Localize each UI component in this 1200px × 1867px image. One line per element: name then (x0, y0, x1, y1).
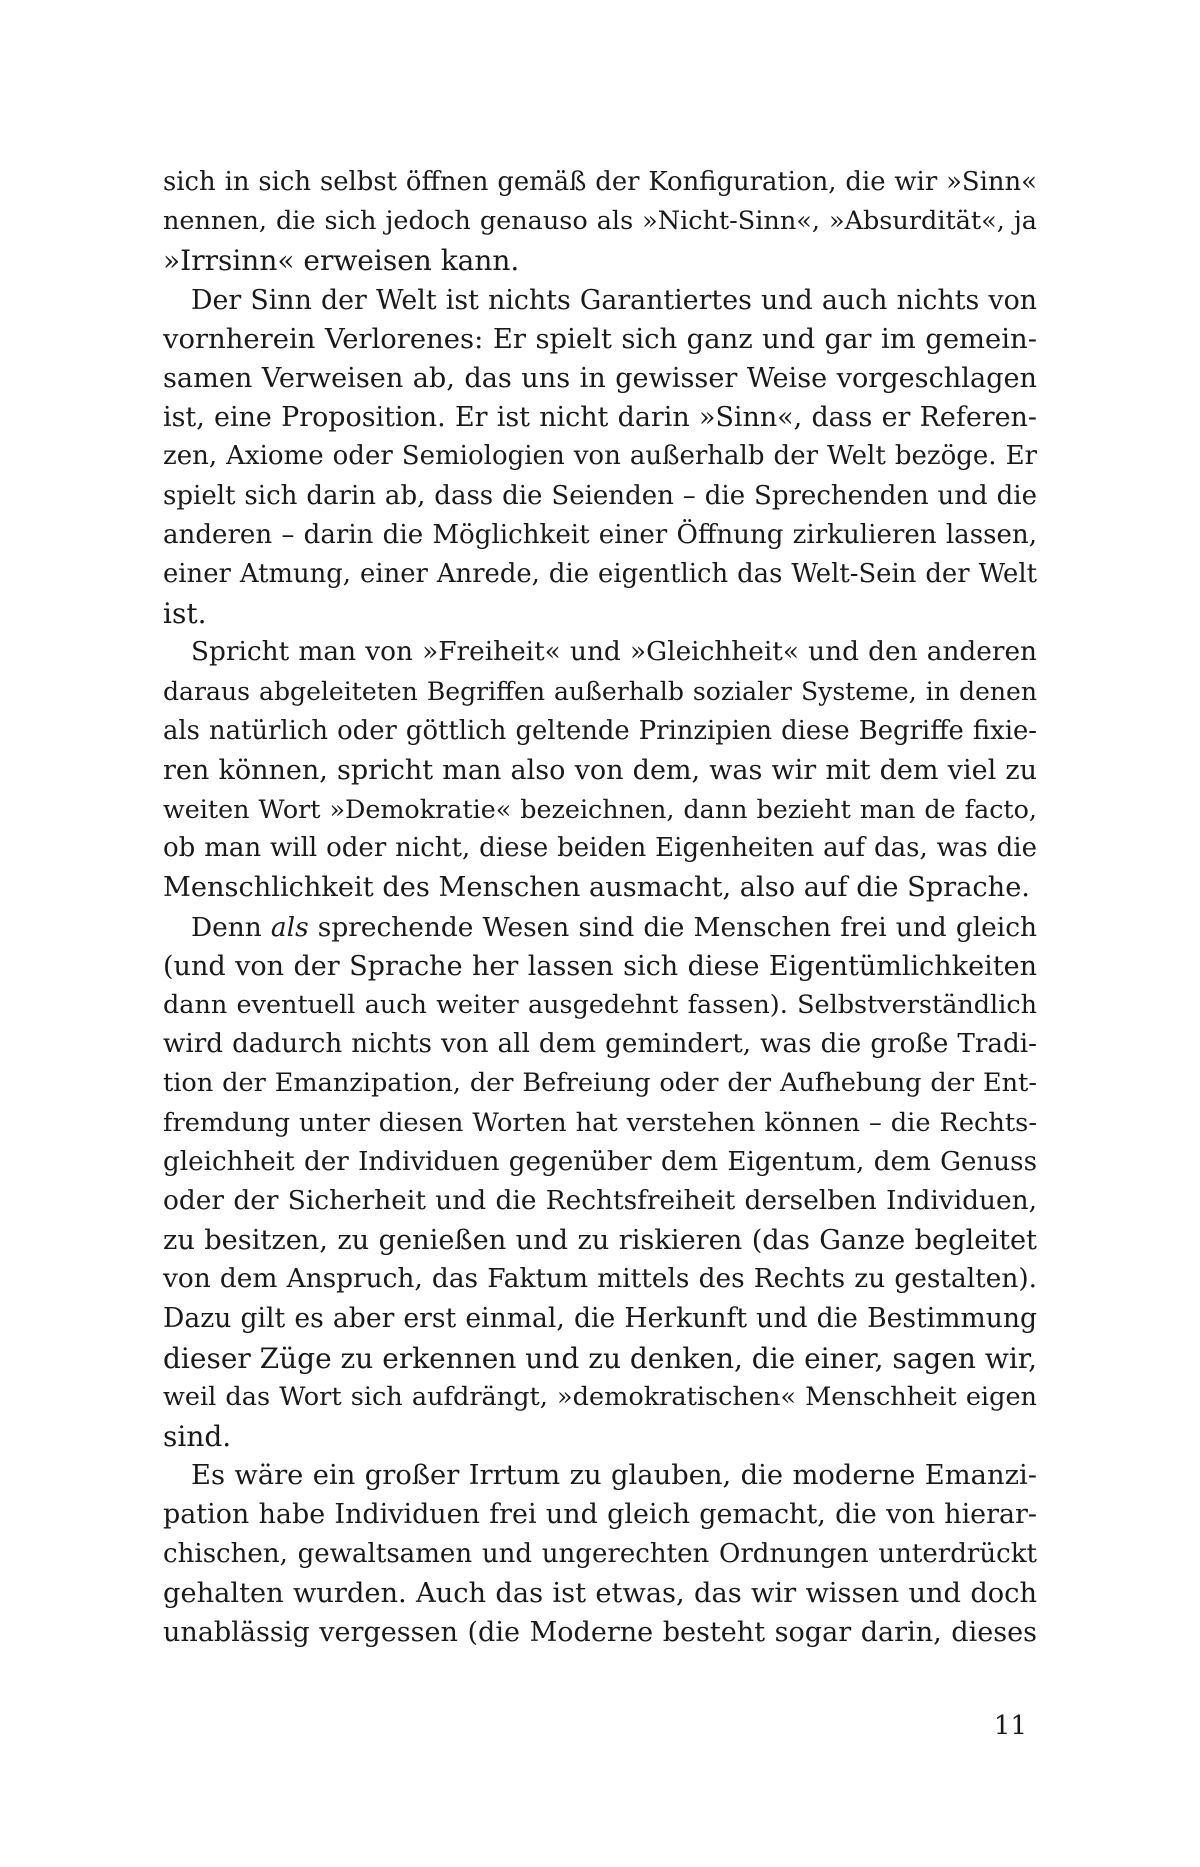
text-line: ist. (163, 597, 207, 631)
text-line: dieser Züge zu erkennen und zu denken, die einer, sagen wir, (163, 1341, 1037, 1375)
text-line: (und von der Sprache her lassen sich diese Eigentümlichkeiten (163, 950, 1037, 982)
text-line: ob man will oder nicht, diese beiden Eigenheiten auf das, was die (163, 833, 1037, 864)
text-line: Spricht man von »Freiheit« und »Gleichheit« und den anderen (191, 637, 1037, 668)
text-line: von dem Anspruch, das Faktum mittels des Rechts zu gestalten). (163, 1264, 1037, 1295)
text-line: Der Sinn der Welt ist nichts Garantiertes und auch nichts von (191, 284, 1037, 316)
text-line: chischen, gewaltsamen und ungerechten Ordnungen unterdrückt (163, 1538, 1037, 1569)
text-line: sind. (163, 1420, 232, 1453)
text-line: Dazu gilt es aber erst einmal, die Herkunft und die Bestimmung (163, 1303, 1037, 1335)
text-line: als natürlich oder göttlich geltende Prinzipien diese Begriffe fixie- (163, 715, 1037, 746)
text-line: weiten Wort »Demokratie« bezeichnen, dann bezieht man de facto, (163, 794, 1037, 824)
text-segment: Denn (191, 911, 271, 943)
text-line: unablässig vergessen (die Moderne besteht sogar darin, dieses (163, 1616, 1037, 1648)
text-line: Menschlichkeit des Menschen ausmacht, also auf die Sprache. (163, 872, 1030, 904)
text-line: wird dadurch nichts von all dem gemindert, was die große Tradi- (163, 1029, 1037, 1060)
text-line: Es wäre ein großer Irrtum zu glauben, die moderne Emanzi- (191, 1460, 1037, 1492)
text-line: fremdung unter diesen Worten hat verstehen können – die Rechts- (163, 1107, 1037, 1138)
text-line: samen Verweisen ab, das uns in gewisser Weise vorgeschlagen (163, 362, 1037, 394)
text-line: ren können, spricht man also von dem, was wir mit dem viel zu (163, 754, 1037, 786)
page-number: 11 (993, 1711, 1027, 1741)
text-line: zu besitzen, zu genießen und zu riskieren (das Ganze begleitet (163, 1225, 1037, 1257)
text-line: daraus abgeleiteten Begriffen außerhalb sozialer Systeme, in denen (163, 677, 1037, 707)
text-line: pation habe Individuen frei und gleich gemacht, die von hierar- (163, 1499, 1037, 1531)
text-segment: sprechende Wesen sind die Menschen frei und gleich (308, 911, 1037, 943)
text-line: gleichheit der Individuen gegenüber dem Eigentum, dem Genuss (163, 1146, 1037, 1177)
text-line: »Irrsinn« erweisen kann. (163, 244, 520, 278)
text-line: tion der Emanzipation, der Befreiung oder der Aufhebung der Ent- (163, 1068, 1037, 1099)
text-line: zen, Axiome oder Semiologien von außerhalb der Welt bezöge. Er (163, 441, 1037, 472)
text-line: spielt sich darin ab, dass die Seienden – die Sprechenden und die (163, 480, 1037, 511)
text-line: oder der Sicherheit und die Rechtsfreiheit derselben Individuen, (163, 1185, 1037, 1216)
text-line: nennen, die sich jedoch genauso als »Nicht-Sinn«, »Absurdität«, ja (163, 206, 1037, 237)
text-line: dann eventuell auch weiter ausgedehnt fassen). Selbstverständlich (163, 989, 1037, 1020)
body-text (163, 163, 1037, 1652)
text-line: sich in sich selbst öffnen gemäß der Konfiguration, die wir »Sinn« (163, 167, 1037, 197)
text-line: ist, eine Proposition. Er ist nicht darin »Sinn«, dass er Referen- (163, 402, 1037, 434)
emphasized-word: als (270, 911, 309, 943)
text-line: vornherein Verlorenes: Er spielt sich ganz und gar im gemein- (163, 323, 1037, 355)
text-line: weil das Wort sich aufdrängt, »demokratischen« Menschheit eigen (163, 1381, 1037, 1412)
text-line: einer Atmung, einer Anrede, die eigentlich das Welt-Sein der Welt (163, 558, 1037, 589)
text-line: anderen – darin die Möglichkeit einer Öffnung zirkulieren lassen, (163, 519, 1037, 550)
text-line: gehalten wurden. Auch das ist etwas, das wir wissen und doch (163, 1577, 1037, 1609)
text-line (163, 908, 1037, 947)
